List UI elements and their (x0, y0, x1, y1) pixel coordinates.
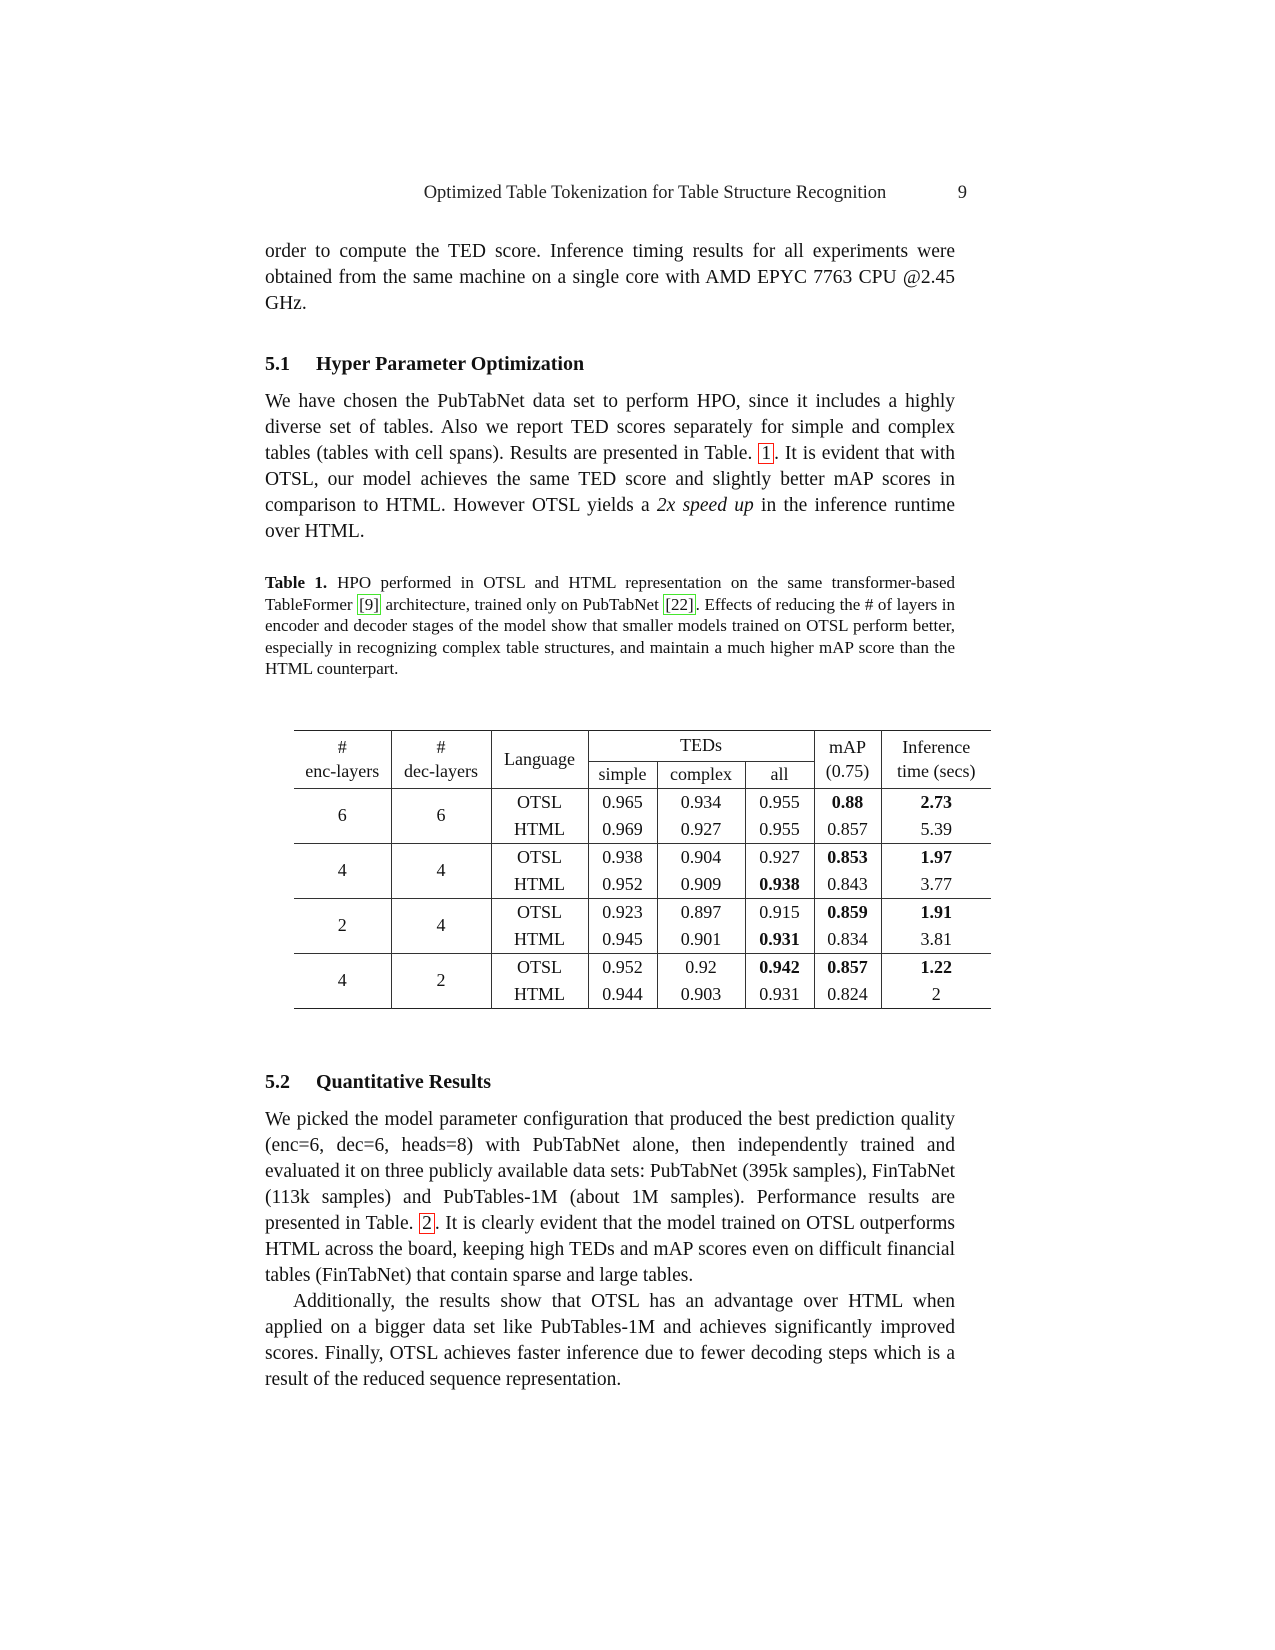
cell-language: HTML (491, 871, 588, 899)
header-enc-layers: # enc-layers (305, 737, 380, 781)
cell-time: 2 (881, 981, 991, 1009)
table-row (294, 953, 991, 981)
paragraph-text: . It is clearly evident that the model trained on OTSL outperforms HTML across the board, keeping high TEDs and mAP scores even on difficult financial tables (FinTabNet) that contain sparse and large tables. (265, 1212, 955, 1286)
paragraph-text: in the inference runtime over HTML. (265, 495, 955, 542)
header-language: Language (491, 730, 588, 788)
cell-map: 0.857 (814, 953, 881, 981)
paragraph-text: We have chosen the PubTabNet data set to perform HPO, since it includes a highly diverse set of tables. Also we report TED scores separately for simple and complex tables (tables with cell spans). Results are presented in Table. (265, 391, 955, 464)
table-1 (294, 730, 976, 1009)
cell-teds-all: 0.915 (745, 898, 814, 926)
intro-paragraph: order to compute the TED score. Inference timing results for all experiments were obtained from the same machine on a single core with AMD EPYC 7763 CPU @2.45 GHz. (265, 241, 955, 314)
citation-22-link[interactable]: [22] (665, 594, 694, 614)
header-teds: TEDs (588, 730, 814, 761)
cell-teds-all: 0.931 (745, 926, 814, 954)
cell-time: 3.81 (881, 926, 991, 954)
cell-teds-all: 0.931 (745, 981, 814, 1009)
table-1-caption (265, 572, 955, 680)
header-complex: complex (657, 761, 745, 788)
cell-teds-simple: 0.952 (588, 871, 657, 899)
cell-time: 2.73 (881, 788, 991, 816)
section-5-2-paragraph-1 (265, 1107, 955, 1289)
section-5-1-paragraph (265, 389, 955, 545)
cell-dec: 4 (391, 843, 491, 898)
cell-teds-simple: 0.938 (588, 843, 657, 871)
cell-dec: 4 (391, 898, 491, 953)
cell-teds-complex: 0.897 (657, 898, 745, 926)
header-dec-layers: # dec-layers (391, 730, 491, 788)
paragraph-text: . It is evident that with OTSL, our model achieves the same TED score and slightly better mAP scores in comparison to HTML. However OTSL yields a (265, 443, 955, 516)
header-all: all (745, 761, 814, 788)
emphasized-text: 2x speed up (656, 495, 754, 516)
cell-enc: 4 (294, 953, 391, 1008)
section-title: Hyper Parameter Optimization (316, 353, 585, 375)
cell-teds-all: 0.955 (745, 816, 814, 844)
cell-language: OTSL (491, 843, 588, 871)
citation-9-link[interactable]: [9] (359, 594, 379, 614)
table-group-enc4-dec4 (294, 843, 991, 898)
caption-text: HPO performed in OTSL and HTML representation on the same transformer-based TableFormer (265, 573, 955, 614)
cell-language: HTML (491, 981, 588, 1009)
cell-time: 3.77 (881, 871, 991, 899)
cell-teds-complex: 0.909 (657, 871, 745, 899)
running-head (265, 183, 967, 207)
cell-time: 1.97 (881, 843, 991, 871)
cell-time: 1.22 (881, 953, 991, 981)
section-title: Quantitative Results (316, 1070, 491, 1093)
caption-text: architecture, trained only on PubTabNet (380, 594, 664, 614)
table-row (294, 788, 991, 816)
cell-map: 0.88 (814, 788, 881, 816)
table-2-reference-link[interactable]: 2 (419, 1213, 435, 1234)
table-group-enc4-dec2 (294, 953, 991, 1008)
cell-dec: 6 (391, 788, 491, 843)
table-group-enc2-dec4 (294, 898, 991, 953)
cell-teds-complex: 0.934 (657, 788, 745, 816)
results-table (294, 730, 991, 1009)
cell-map: 0.834 (814, 926, 881, 954)
cell-language: HTML (491, 816, 588, 844)
table-row (294, 898, 991, 926)
cell-teds-all: 0.955 (745, 788, 814, 816)
cell-map: 0.857 (814, 816, 881, 844)
caption-label: Table 1. (265, 573, 328, 592)
cell-teds-all: 0.938 (745, 871, 814, 899)
cell-map: 0.859 (814, 898, 881, 926)
header-simple: simple (588, 761, 657, 788)
cell-teds-complex: 0.904 (657, 843, 745, 871)
header-inference-time: Inference time (secs) (881, 730, 991, 788)
cell-teds-simple: 0.944 (588, 981, 657, 1009)
cell-teds-simple: 0.945 (588, 926, 657, 954)
cell-teds-complex: 0.903 (657, 981, 745, 1009)
cell-language: OTSL (491, 953, 588, 981)
paper-page (265, 183, 976, 1393)
cell-dec: 2 (391, 953, 491, 1008)
page-number: 9 (957, 183, 967, 203)
cell-time: 5.39 (881, 816, 991, 844)
cell-teds-simple: 0.952 (588, 953, 657, 981)
table-header (294, 730, 991, 788)
cell-language: HTML (491, 926, 588, 954)
cell-map: 0.853 (814, 843, 881, 871)
cell-enc: 6 (294, 788, 391, 843)
cell-teds-simple: 0.965 (588, 788, 657, 816)
cell-map: 0.824 (814, 981, 881, 1009)
cell-teds-simple: 0.923 (588, 898, 657, 926)
cell-teds-all: 0.942 (745, 953, 814, 981)
section-5-2-heading (265, 1071, 955, 1094)
cell-teds-complex: 0.92 (657, 953, 745, 981)
section-number: 5.1 (265, 353, 290, 375)
cell-enc: 4 (294, 843, 391, 898)
paragraph-text: We picked the model parameter configuration that produced the best prediction quality (enc=6, dec=6, heads=8) with PubTabNet alone, then independently trained and evaluated it on three publicly available data sets: PubTabNet (395k samples), FinTabNet (113k samples) and PubTables-1M (about 1M samples). Performance results are presented in Table. (265, 1108, 955, 1234)
cell-teds-all: 0.927 (745, 843, 814, 871)
running-head-title: Optimized Table Tokenization for Table Structure Recognition (423, 183, 887, 203)
header-map: mAP (0.75) (814, 730, 881, 788)
caption-text: . Effects of reducing the # of layers in encoder and decoder stages of the model show that smaller models trained on OTSL perform better, especially in recognizing complex table structures, and maintain a much higher mAP score than the HTML counterpart. (265, 594, 955, 678)
section-number: 5.2 (265, 1070, 290, 1093)
cell-map: 0.843 (814, 871, 881, 899)
section-5-1-heading (265, 353, 955, 376)
cell-teds-complex: 0.901 (657, 926, 745, 954)
cell-teds-complex: 0.927 (657, 816, 745, 844)
table-group-enc6-dec6 (294, 788, 991, 843)
table-1-reference-link[interactable]: 1 (758, 443, 774, 464)
cell-teds-simple: 0.969 (588, 816, 657, 844)
cell-language: OTSL (491, 898, 588, 926)
section-5-2-paragraph-2: Additionally, the results show that OTSL has an advantage over HTML when applied on a bigger data set like PubTables-1M and achieves significantly improved scores. Finally, OTSL achieves faster inference due to fewer decoding steps which is a result of the reduced sequence representation. (265, 1290, 955, 1390)
cell-language: OTSL (491, 788, 588, 816)
table-row (294, 843, 991, 871)
cell-enc: 2 (294, 898, 391, 953)
cell-time: 1.91 (881, 898, 991, 926)
